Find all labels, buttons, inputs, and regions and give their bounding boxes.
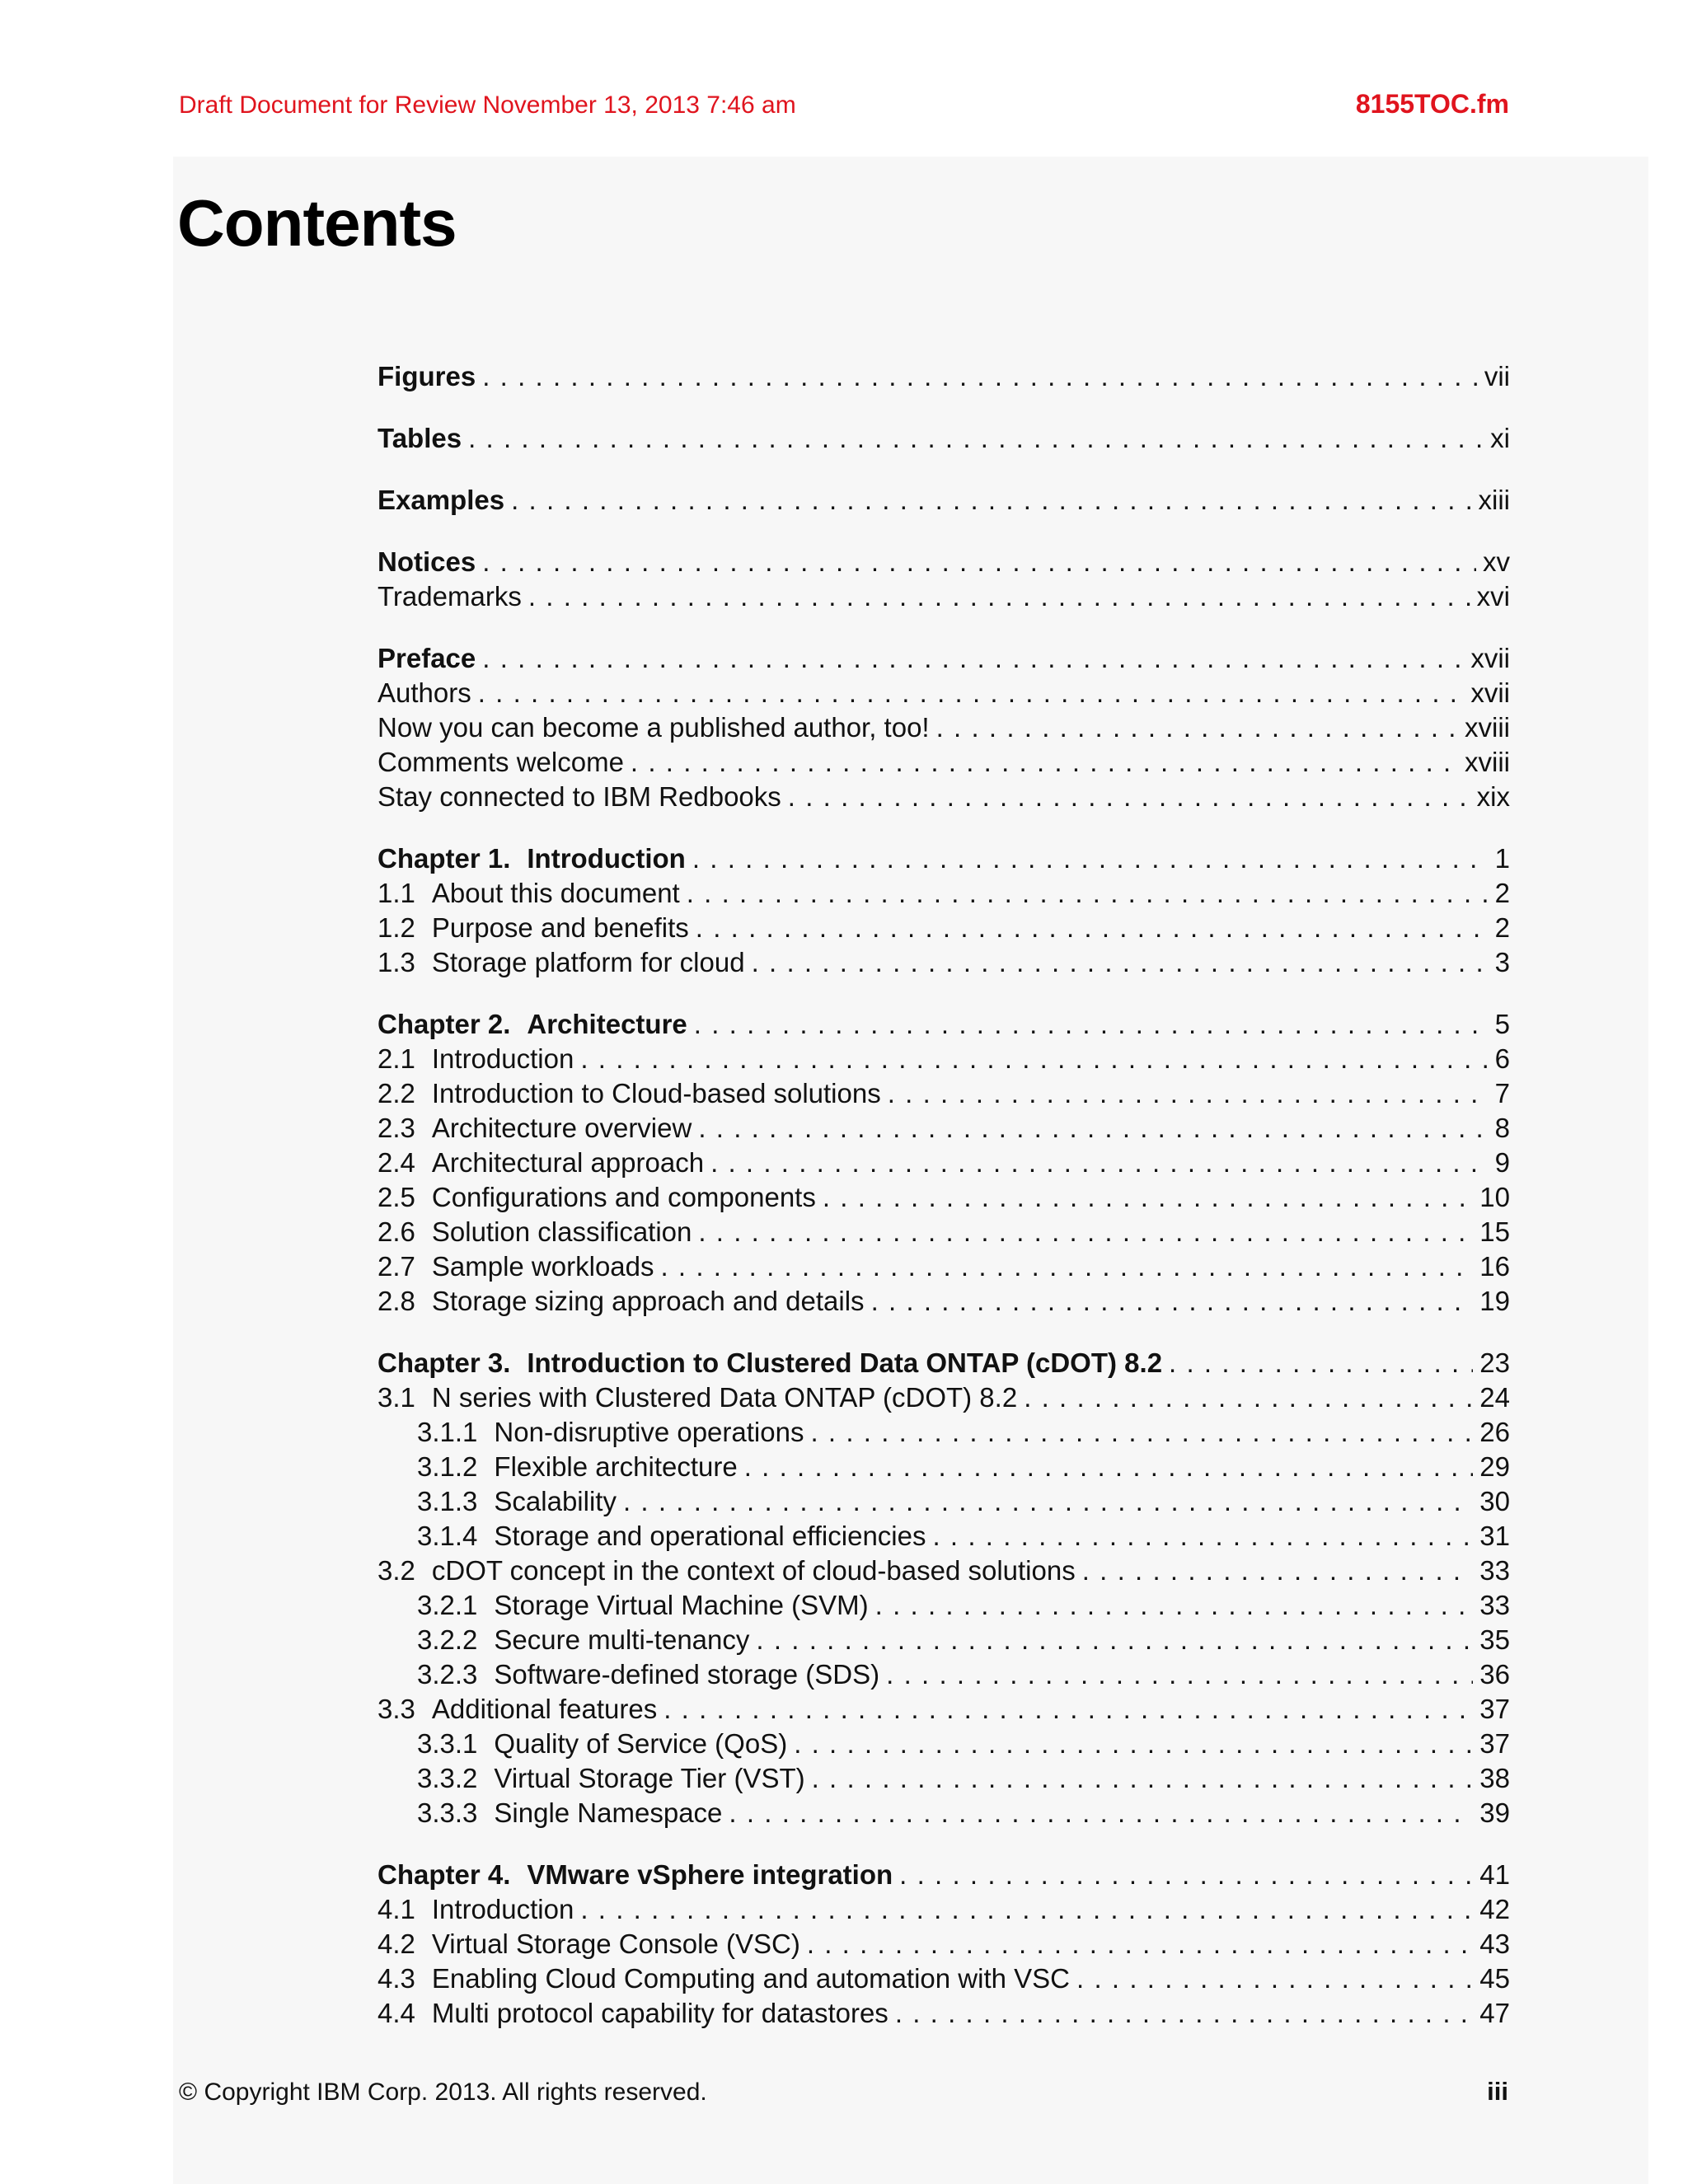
toc-page-number: 1 <box>1494 843 1510 874</box>
toc-page-number: 37 <box>1479 1694 1510 1724</box>
dot-leader <box>663 1692 1473 1727</box>
dot-leader <box>752 945 1489 980</box>
toc-entry[interactable] <box>377 1761 1510 1796</box>
toc-entry[interactable] <box>377 1554 1510 1588</box>
toc-entry[interactable] <box>377 1180 1510 1215</box>
dot-leader <box>478 676 1465 710</box>
dot-leader <box>580 1042 1488 1076</box>
toc-entry-number: Chapter 1. <box>377 843 511 874</box>
toc-page-number: 19 <box>1479 1286 1510 1316</box>
toc-entry-label: Architecture overview <box>431 1113 692 1143</box>
toc-entry-number: 2.6 <box>377 1216 415 1247</box>
toc-entry-label: N series with Clustered Data ONTAP (cDOT) 8.2 <box>431 1382 1018 1413</box>
toc-entry[interactable] <box>377 710 1510 745</box>
toc-entry-title <box>377 911 689 945</box>
toc-entry-number: 4.3 <box>377 1963 415 1994</box>
toc-entry-label: Examples <box>377 485 505 515</box>
dot-leader <box>810 1415 1473 1450</box>
toc-page-number: 24 <box>1479 1382 1510 1413</box>
dot-leader <box>1082 1554 1474 1588</box>
dot-leader <box>710 1146 1489 1180</box>
toc-entry-label: Trademarks <box>377 581 522 612</box>
dot-leader <box>482 545 1476 579</box>
toc-entry-title <box>377 1761 805 1796</box>
toc-page-number: vii <box>1484 361 1510 391</box>
toc-entry-number: 2.7 <box>377 1251 415 1282</box>
toc-page-number: xv <box>1483 546 1510 577</box>
toc-entry-title <box>377 1076 881 1111</box>
toc-entry-label: Authors <box>377 677 471 708</box>
toc-page-number: 8 <box>1494 1113 1510 1143</box>
toc-entry-title <box>377 1588 869 1623</box>
toc-entry-number: 3.3.1 <box>417 1728 478 1759</box>
toc-page-number: xvii <box>1470 643 1510 673</box>
toc-entry-title <box>377 1146 704 1180</box>
toc-entry-label: Software-defined storage (SDS) <box>494 1659 880 1690</box>
toc-entry-label: Single Namespace <box>494 1797 723 1828</box>
toc-entry-label: Solution classification <box>431 1216 692 1247</box>
toc-entry-number: 4.1 <box>377 1894 415 1924</box>
toc-entry-number: 3.2.1 <box>417 1590 478 1620</box>
toc-entry-number: 4.2 <box>377 1929 415 1959</box>
toc-entry[interactable] <box>377 1927 1510 1961</box>
draft-notice: Draft Document for Review November 13, 2013 7:46 am <box>179 91 796 119</box>
toc-entry[interactable] <box>377 1450 1510 1484</box>
toc-entry[interactable] <box>377 1111 1510 1146</box>
toc-entry[interactable] <box>377 1215 1510 1249</box>
toc-entry-title <box>377 1657 879 1692</box>
dot-leader <box>871 1284 1474 1319</box>
toc-entry-number: 1.1 <box>377 878 415 908</box>
dot-leader <box>696 911 1489 945</box>
toc-entry-label: VMware vSphere integration <box>527 1859 893 1890</box>
dot-leader <box>631 745 1458 780</box>
dot-leader <box>528 579 1470 614</box>
toc-page-number: 5 <box>1494 1009 1510 1039</box>
dot-leader <box>511 483 1471 518</box>
toc-entry-title <box>377 1484 617 1519</box>
toc-entry-number: 3.3.3 <box>417 1797 478 1828</box>
toc-entry-title <box>377 745 624 780</box>
toc-entry-number: 2.4 <box>377 1147 415 1178</box>
toc-page-number: 42 <box>1479 1894 1510 1924</box>
toc-entry-number: 3.2.3 <box>417 1659 478 1690</box>
dot-leader <box>1169 1346 1473 1380</box>
toc-entry[interactable] <box>377 641 1510 676</box>
toc-entry[interactable] <box>377 1588 1510 1623</box>
toc-entry-title <box>377 1215 692 1249</box>
toc-entry-label: Secure multi-tenancy <box>494 1624 750 1655</box>
toc-page-number: xix <box>1476 781 1510 812</box>
toc-entry-title <box>377 579 522 614</box>
toc-page-number: 9 <box>1494 1147 1510 1178</box>
toc-entry-title <box>377 1623 749 1657</box>
toc-entry-label: Architectural approach <box>431 1147 705 1178</box>
toc-page-number: 16 <box>1479 1251 1510 1282</box>
toc-entry-title <box>377 1180 816 1215</box>
toc-entry-title <box>377 1727 787 1761</box>
toc-page-number: 15 <box>1479 1216 1510 1247</box>
toc-entry-number: 2.3 <box>377 1113 415 1143</box>
toc-page-number: 47 <box>1479 1998 1510 2028</box>
toc-entry[interactable] <box>377 1076 1510 1111</box>
toc-entry-label: Scalability <box>494 1486 617 1516</box>
toc-entry[interactable] <box>377 483 1510 518</box>
toc-entry[interactable] <box>377 359 1510 394</box>
toc-entry[interactable] <box>377 579 1510 614</box>
toc-entry-number: 1.3 <box>377 947 415 977</box>
dot-leader <box>623 1484 1473 1519</box>
toc-entry-number: Chapter 3. <box>377 1347 511 1378</box>
dot-leader <box>1076 1961 1473 1996</box>
toc-page-number: xviii <box>1465 747 1510 777</box>
file-name: 8155TOC.fm <box>1355 89 1509 119</box>
dot-leader <box>886 1657 1473 1692</box>
toc-page-number: xi <box>1490 423 1510 453</box>
toc-entry-label: Comments welcome <box>377 747 624 777</box>
dot-leader <box>692 841 1489 876</box>
toc-page-number: 23 <box>1479 1347 1510 1378</box>
dot-leader <box>875 1588 1474 1623</box>
dot-leader <box>482 359 1478 394</box>
toc-entry-title <box>377 1858 893 1892</box>
toc-entry[interactable] <box>377 876 1510 911</box>
toc-entry[interactable] <box>377 1657 1510 1692</box>
toc-entry-number: 3.3.2 <box>417 1763 478 1793</box>
toc-page-number: 43 <box>1479 1929 1510 1959</box>
toc-entry-label: Multi protocol capability for datastores <box>431 1998 889 2028</box>
toc-page-number: 38 <box>1479 1763 1510 1793</box>
toc-entry-title <box>377 876 680 911</box>
toc-entry[interactable] <box>377 1346 1510 1380</box>
copyright-notice: © Copyright IBM Corp. 2013. All rights reserved. <box>179 2079 707 2106</box>
toc-entry-label: Enabling Cloud Computing and automation with VSC <box>431 1963 1071 1994</box>
dot-leader <box>788 780 1470 814</box>
dot-leader <box>744 1450 1474 1484</box>
toc-entry-label: Flexible architecture <box>494 1451 738 1482</box>
toc-entry[interactable] <box>377 1519 1510 1554</box>
toc-entry-label: Storage platform for cloud <box>431 947 745 977</box>
toc-entry-title <box>377 483 504 518</box>
toc-page-number: 3 <box>1494 947 1510 977</box>
toc-entry-label: Introduction <box>527 843 686 874</box>
dot-leader <box>794 1727 1473 1761</box>
dot-leader <box>936 710 1458 745</box>
toc-entry[interactable] <box>377 841 1510 876</box>
toc-entry-label: Virtual Storage Tier (VST) <box>494 1763 805 1793</box>
toc-entry-label: Introduction to Cloud-based solutions <box>431 1078 881 1108</box>
toc-entry-title <box>377 945 745 980</box>
toc-entry-number: 2.8 <box>377 1286 415 1316</box>
toc-page-number: xvii <box>1470 677 1510 708</box>
toc-entry[interactable] <box>377 1484 1510 1519</box>
toc-entry-number: 3.1 <box>377 1382 415 1413</box>
dot-leader <box>756 1623 1473 1657</box>
toc-entry-title <box>377 1996 889 2031</box>
page-title: Contents <box>177 186 457 260</box>
toc-entry[interactable] <box>377 421 1510 456</box>
dot-leader <box>1024 1380 1473 1415</box>
toc-entry-title <box>377 1007 687 1042</box>
dot-leader <box>698 1215 1473 1249</box>
toc-page-number: xviii <box>1465 712 1510 743</box>
toc-entry-label: Preface <box>377 643 476 673</box>
toc-entry[interactable] <box>377 780 1510 814</box>
toc-entry-title <box>377 1961 1070 1996</box>
toc-entry[interactable] <box>377 1415 1510 1450</box>
toc-entry-number: 2.1 <box>377 1043 415 1074</box>
toc-entry-label: Stay connected to IBM Redbooks <box>377 781 781 812</box>
toc-entry-number: 2.2 <box>377 1078 415 1108</box>
toc-entry-label: Storage Virtual Machine (SVM) <box>494 1590 869 1620</box>
toc-entry-number: 1.2 <box>377 912 415 943</box>
dot-leader <box>468 421 1484 456</box>
toc-entry[interactable] <box>377 1858 1510 1892</box>
toc-entry-label: Storage and operational efficiencies <box>494 1521 926 1551</box>
toc-entry-title <box>377 1892 574 1927</box>
toc-page-number: 2 <box>1494 912 1510 943</box>
dot-leader <box>888 1076 1489 1111</box>
toc-entry-title <box>377 1284 865 1319</box>
dot-leader <box>580 1892 1473 1927</box>
toc-page-number: 26 <box>1479 1417 1510 1447</box>
toc-entry-label: Sample workloads <box>431 1251 654 1282</box>
toc-entry-title <box>377 1554 1076 1588</box>
toc-entry[interactable] <box>377 545 1510 579</box>
toc-entry-label: Non-disruptive operations <box>494 1417 804 1447</box>
toc-page-number: 30 <box>1479 1486 1510 1516</box>
toc-page-number: 37 <box>1479 1728 1510 1759</box>
toc-entry-number: 3.2.2 <box>417 1624 478 1655</box>
dot-leader <box>482 641 1464 676</box>
toc-entry-title <box>377 710 930 745</box>
toc-page-number: 10 <box>1479 1182 1510 1212</box>
toc-page-number: 29 <box>1479 1451 1510 1482</box>
toc-entry-label: Tables <box>377 423 462 453</box>
toc-entry-label: Quality of Service (QoS) <box>494 1728 788 1759</box>
toc-entry[interactable] <box>377 1146 1510 1180</box>
toc-entry[interactable] <box>377 945 1510 980</box>
toc-page-number: 41 <box>1479 1859 1510 1890</box>
dot-leader <box>933 1519 1474 1554</box>
toc-entry-label: Configurations and components <box>431 1182 816 1212</box>
toc-entry-label: Figures <box>377 361 476 391</box>
toc-entry-number: Chapter 2. <box>377 1009 511 1039</box>
dot-leader <box>687 876 1489 911</box>
toc-entry[interactable] <box>377 1996 1510 2031</box>
toc-entry-title <box>377 641 476 676</box>
toc-entry-label: Introduction <box>431 1894 574 1924</box>
toc-page-number: 45 <box>1479 1963 1510 1994</box>
toc-entry[interactable] <box>377 1042 1510 1076</box>
toc-entry[interactable] <box>377 1249 1510 1284</box>
toc-entry-title <box>377 421 462 456</box>
page-number: iii <box>1487 2077 1508 2106</box>
dot-leader <box>807 1927 1473 1961</box>
toc-entry-number: 3.2 <box>377 1555 415 1586</box>
toc-entry[interactable] <box>377 1727 1510 1761</box>
toc-entry[interactable] <box>377 1892 1510 1927</box>
dot-leader <box>729 1796 1473 1830</box>
toc-entry[interactable] <box>377 1007 1510 1042</box>
toc-page-number: xiii <box>1478 485 1510 515</box>
toc-page-number: 2 <box>1494 878 1510 908</box>
toc-entry[interactable] <box>377 911 1510 945</box>
toc-page-number: 7 <box>1494 1078 1510 1108</box>
toc-entry-title <box>377 676 471 710</box>
dot-leader <box>812 1761 1474 1796</box>
toc-entry-title <box>377 359 476 394</box>
toc-page-number: xvi <box>1476 581 1510 612</box>
toc-entry-title <box>377 1380 1017 1415</box>
toc-entry-label: Storage sizing approach and details <box>431 1286 865 1316</box>
toc-entry-number: 3.1.2 <box>417 1451 478 1482</box>
toc-entry[interactable] <box>377 676 1510 710</box>
toc-entry-number: 3.1.3 <box>417 1486 478 1516</box>
toc-entry-title <box>377 1692 657 1727</box>
toc-entry-label: Introduction <box>431 1043 574 1074</box>
toc-entry[interactable] <box>377 1623 1510 1657</box>
toc-entry[interactable] <box>377 1692 1510 1727</box>
toc-entry-title <box>377 1796 722 1830</box>
toc-entry-title <box>377 545 476 579</box>
toc-entry-title <box>377 780 781 814</box>
toc-entry-title <box>377 1415 804 1450</box>
toc-entry-number: 2.5 <box>377 1182 415 1212</box>
toc-entry[interactable] <box>377 1380 1510 1415</box>
toc-entry-label: About this document <box>431 878 680 908</box>
dot-leader <box>899 1858 1473 1892</box>
toc-entry-label: Architecture <box>527 1009 687 1039</box>
table-of-contents <box>377 359 1510 2031</box>
toc-entry-title <box>377 1519 926 1554</box>
dot-leader <box>694 1007 1489 1042</box>
toc-entry-label: Virtual Storage Console (VSC) <box>431 1929 800 1959</box>
toc-entry[interactable] <box>377 1961 1510 1996</box>
toc-entry-label: Additional features <box>431 1694 658 1724</box>
toc-page-number: 6 <box>1494 1043 1510 1074</box>
toc-entry-label: Purpose and benefits <box>431 912 689 943</box>
toc-entry-title <box>377 1042 574 1076</box>
toc-entry-label: Introduction to Clustered Data ONTAP (cDOT) 8.2 <box>527 1347 1163 1378</box>
toc-entry-number: Chapter 4. <box>377 1859 511 1890</box>
toc-page-number: 36 <box>1479 1659 1510 1690</box>
toc-entry-title <box>377 1111 692 1146</box>
toc-page-number: 39 <box>1479 1797 1510 1828</box>
toc-entry[interactable] <box>377 1796 1510 1830</box>
toc-entry-number: 3.1.4 <box>417 1521 478 1551</box>
toc-entry-title <box>377 1927 800 1961</box>
toc-entry-number: 4.4 <box>377 1998 415 2028</box>
dot-leader <box>823 1180 1473 1215</box>
toc-page-number: 31 <box>1479 1521 1510 1551</box>
toc-entry-number: 3.1.1 <box>417 1417 478 1447</box>
dot-leader <box>661 1249 1474 1284</box>
toc-entry-label: Notices <box>377 546 476 577</box>
toc-entry-title <box>377 1249 654 1284</box>
toc-entry-title <box>377 1346 1162 1380</box>
dot-leader <box>895 1996 1473 2031</box>
toc-page-number: 33 <box>1479 1590 1510 1620</box>
toc-entry-title <box>377 1450 738 1484</box>
toc-entry-label: Now you can become a published author, too! <box>377 712 930 743</box>
toc-entry-number: 3.3 <box>377 1694 415 1724</box>
dot-leader <box>698 1111 1488 1146</box>
toc-page-number: 33 <box>1479 1555 1510 1586</box>
toc-entry[interactable] <box>377 1284 1510 1319</box>
toc-entry-label: cDOT concept in the context of cloud-based solutions <box>431 1555 1076 1586</box>
toc-entry-title <box>377 841 686 876</box>
toc-entry[interactable] <box>377 745 1510 780</box>
toc-page-number: 35 <box>1479 1624 1510 1655</box>
